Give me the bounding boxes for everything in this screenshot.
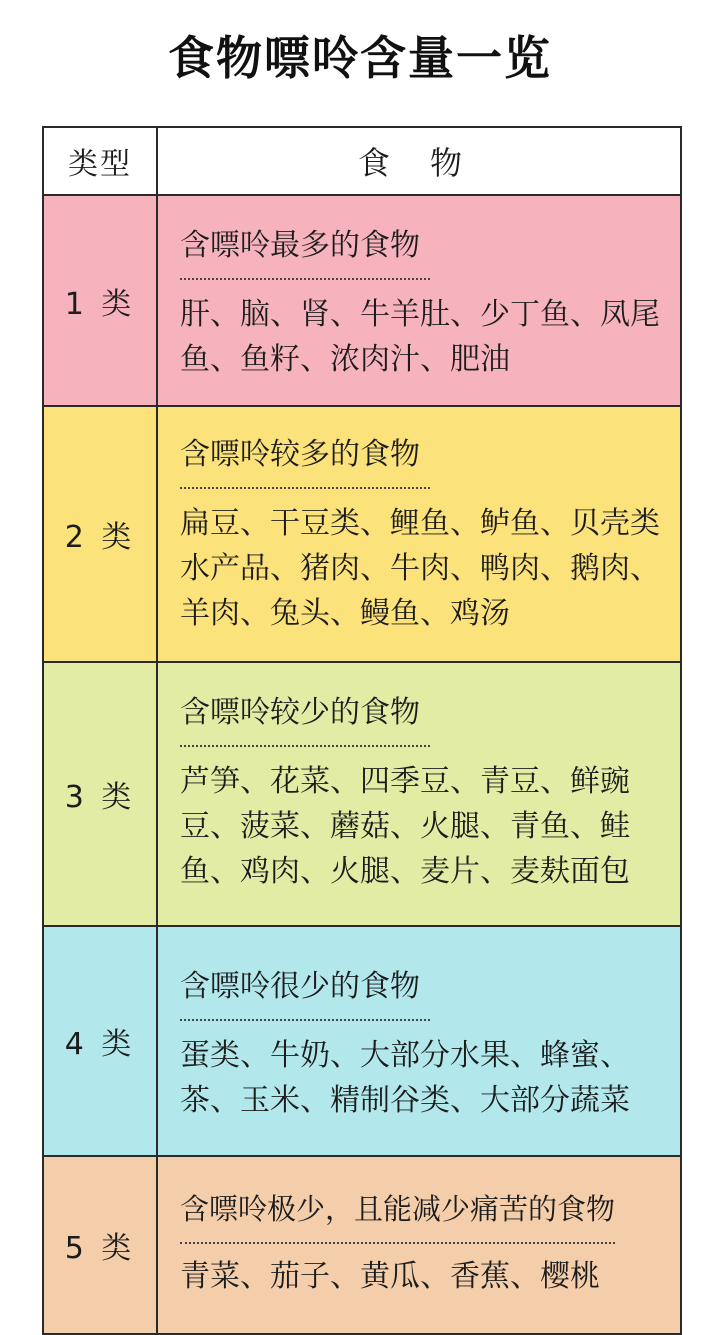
row-type: 5 类	[44, 1157, 158, 1333]
table-row	[44, 1155, 680, 1333]
row-content	[158, 1157, 680, 1333]
food-list: 青菜、茄子、黄瓜、香蕉、樱桃	[180, 1259, 600, 1294]
row-content	[158, 663, 680, 925]
food-list: 扁豆、干豆类、鲤鱼、鲈鱼、贝壳类水产品、猪肉、牛肉、鸭肉、鹅肉、羊肉、兔头、鳗鱼、鸡汤	[180, 506, 660, 631]
table-row	[44, 194, 680, 405]
food-list: 肝、脑、肾、牛羊肚、少丁鱼、凤尾鱼、鱼籽、浓肉汁、肥油	[180, 297, 660, 377]
row-type: 4 类	[44, 927, 158, 1155]
table-row	[44, 925, 680, 1155]
category-title: 含嘌呤极少，且能减少痛苦的食物	[180, 1187, 615, 1244]
food-list: 芦笋、花菜、四季豆、青豆、鲜豌豆、菠菜、蘑菇、火腿、青鱼、鲑鱼、鸡肉、火腿、麦片、麦麸面包	[180, 764, 630, 889]
row-type: 2 类	[44, 407, 158, 661]
category-title: 含嘌呤较多的食物	[180, 429, 430, 489]
food-list: 蛋类、牛奶、大部分水果、蜂蜜、茶、玉米、精制谷类、大部分蔬菜	[180, 1038, 630, 1118]
category-title: 含嘌呤最多的食物	[180, 220, 430, 280]
header-type: 类型	[44, 128, 158, 194]
table-row	[44, 405, 680, 661]
page-title: 食物嘌呤含量一览	[168, 31, 552, 85]
category-title: 含嘌呤较少的食物	[180, 687, 430, 747]
header-food: 食物	[357, 144, 502, 182]
table-row	[44, 661, 680, 925]
row-content	[158, 927, 680, 1155]
row-content	[158, 407, 680, 661]
table-header	[44, 128, 680, 194]
row-type: 1 类	[44, 196, 158, 405]
category-title: 含嘌呤很少的食物	[180, 961, 430, 1021]
row-type: 3 类	[44, 663, 158, 925]
row-content	[158, 196, 680, 405]
purine-table	[42, 126, 682, 1335]
